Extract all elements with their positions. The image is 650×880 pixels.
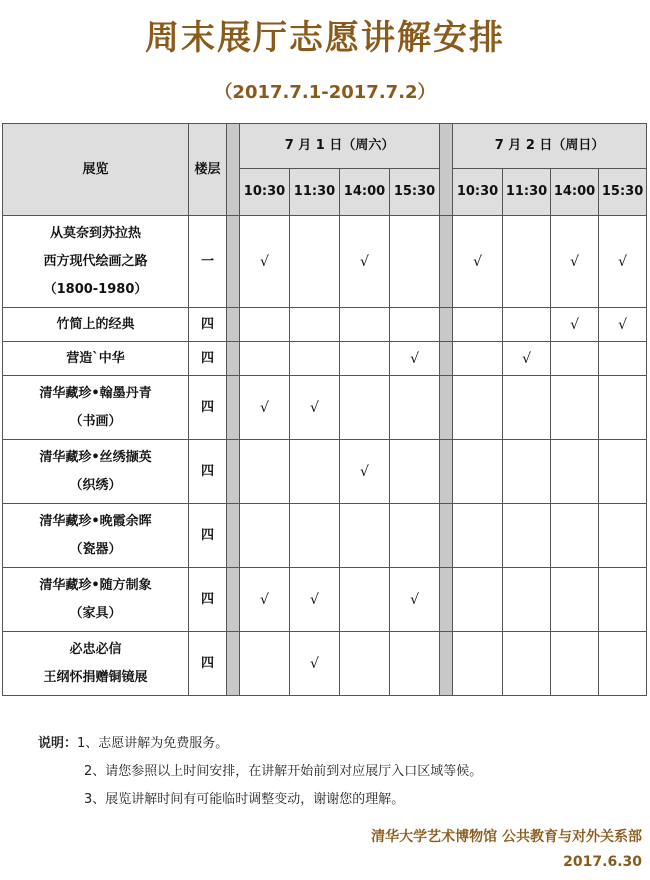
exhibit-name-line: 王纲怀捐赠铜镜展 <box>43 669 148 685</box>
issue-date: 2017.6.30 <box>563 854 642 870</box>
exhibit-name-line: （1800-1980） <box>43 281 148 297</box>
floor-cell: 四 <box>189 342 227 376</box>
note-item: 1、志愿讲解为免费服务。 <box>77 736 229 751</box>
empty-cell <box>390 308 440 342</box>
check-mark-cell: √ <box>599 216 647 308</box>
check-mark-cell: √ <box>551 216 599 308</box>
floor-cell: 四 <box>189 308 227 342</box>
exhibit-name-line: 必忠必信 <box>69 641 122 657</box>
exhibit-name-line: （瓷器） <box>69 541 122 557</box>
column-separator <box>227 216 240 308</box>
exhibit-name-cell <box>3 632 189 696</box>
column-separator <box>440 504 453 568</box>
empty-cell <box>599 440 647 504</box>
check-mark-cell: √ <box>290 632 340 696</box>
empty-cell <box>503 568 551 632</box>
floor-cell: 四 <box>189 504 227 568</box>
column-separator <box>227 342 240 376</box>
empty-cell <box>240 308 290 342</box>
floor-cell: 四 <box>189 568 227 632</box>
empty-cell <box>503 440 551 504</box>
empty-cell <box>503 632 551 696</box>
floor-cell: 四 <box>189 632 227 696</box>
check-mark-cell: √ <box>240 568 290 632</box>
empty-cell <box>290 440 340 504</box>
check-mark-cell: √ <box>453 216 503 308</box>
table-row <box>3 568 647 632</box>
empty-cell <box>453 308 503 342</box>
time-slot: 11:30 <box>503 169 551 216</box>
check-mark-cell: √ <box>240 376 290 440</box>
empty-cell <box>453 632 503 696</box>
table-row <box>3 376 647 440</box>
time-slot: 14:00 <box>551 169 599 216</box>
empty-cell <box>240 342 290 376</box>
check-mark-cell: √ <box>290 376 340 440</box>
exhibit-name-cell <box>3 216 189 308</box>
header-day2: 7 月 2 日（周日） <box>453 124 647 169</box>
table-row <box>3 440 647 504</box>
schedule-table <box>2 123 647 696</box>
empty-cell <box>340 376 390 440</box>
column-separator <box>440 216 453 308</box>
schedule-table-container <box>2 123 646 699</box>
exhibit-name-line: 西方现代绘画之路 <box>43 253 148 269</box>
empty-cell <box>340 568 390 632</box>
time-slot: 10:30 <box>453 169 503 216</box>
time-slot: 11:30 <box>290 169 340 216</box>
header-day1: 7 月 1 日（周六） <box>240 124 440 169</box>
exhibit-name-cell <box>3 308 189 342</box>
exhibit-name-line: （书画） <box>69 413 122 429</box>
empty-cell <box>340 308 390 342</box>
empty-cell <box>453 440 503 504</box>
notes-section <box>38 730 482 814</box>
column-separator <box>440 342 453 376</box>
empty-cell <box>240 440 290 504</box>
header-floor: 楼层 <box>189 124 227 216</box>
exhibit-name-cell <box>3 568 189 632</box>
empty-cell <box>551 376 599 440</box>
check-mark-cell: √ <box>340 440 390 504</box>
empty-cell <box>290 342 340 376</box>
organization-name: 清华大学艺术博物馆 公共教育与对外关系部 <box>371 829 642 845</box>
header-exhibit: 展览 <box>3 124 189 216</box>
date-range-subtitle: （2017.7.1-2017.7.2） <box>214 82 436 103</box>
empty-cell <box>240 632 290 696</box>
note-item: 2、请您参照以上时间安排，在讲解开始前到对应展厅入口区域等候。 <box>84 764 483 779</box>
column-separator <box>440 440 453 504</box>
note-line <box>38 730 482 758</box>
column-separator <box>227 632 240 696</box>
empty-cell <box>599 632 647 696</box>
empty-cell <box>599 568 647 632</box>
time-slot: 10:30 <box>240 169 290 216</box>
empty-cell <box>503 376 551 440</box>
empty-cell <box>453 342 503 376</box>
empty-cell <box>290 308 340 342</box>
check-mark-cell: √ <box>390 568 440 632</box>
check-mark-cell: √ <box>599 308 647 342</box>
exhibit-name-cell <box>3 504 189 568</box>
table-row <box>3 504 647 568</box>
empty-cell <box>240 504 290 568</box>
column-separator <box>227 440 240 504</box>
exhibit-name-line: 从莫奈到苏拉热 <box>49 225 141 241</box>
column-separator <box>440 376 453 440</box>
check-mark-cell: √ <box>340 216 390 308</box>
empty-cell <box>340 632 390 696</box>
column-separator <box>227 504 240 568</box>
exhibit-name-line: 清华藏珍•随方制象 <box>39 577 152 593</box>
exhibit-name-line: 竹简上的经典 <box>56 316 135 332</box>
table-row <box>3 342 647 376</box>
empty-cell <box>551 568 599 632</box>
column-separator <box>440 308 453 342</box>
empty-cell <box>551 440 599 504</box>
exhibit-name-line: （家具） <box>69 605 122 621</box>
check-mark-cell: √ <box>240 216 290 308</box>
column-separator <box>227 124 240 216</box>
table-row <box>3 308 647 342</box>
check-mark-cell: √ <box>503 342 551 376</box>
table-row <box>3 216 647 308</box>
column-separator <box>440 568 453 632</box>
empty-cell <box>340 504 390 568</box>
empty-cell <box>551 632 599 696</box>
exhibit-name-line: （织绣） <box>69 477 122 493</box>
exhibit-name-cell <box>3 440 189 504</box>
empty-cell <box>453 504 503 568</box>
note-line <box>38 786 482 814</box>
empty-cell <box>551 342 599 376</box>
check-mark-cell: √ <box>290 568 340 632</box>
empty-cell <box>290 216 340 308</box>
empty-cell <box>390 376 440 440</box>
page-title: 周末展厅志愿讲解安排 <box>145 18 505 58</box>
exhibit-name-line: 清华藏珍•丝绣撷英 <box>39 449 152 465</box>
column-separator <box>227 568 240 632</box>
exhibit-name-cell <box>3 342 189 376</box>
note-line <box>38 758 482 786</box>
floor-cell: 四 <box>189 440 227 504</box>
header-row-days <box>3 124 647 169</box>
exhibit-name-line: 清华藏珍•晚霞余晖 <box>39 513 152 529</box>
empty-cell <box>503 308 551 342</box>
table-row <box>3 632 647 696</box>
exhibit-name-line: 营造`中华 <box>66 350 125 366</box>
column-separator <box>227 308 240 342</box>
time-slot: 14:00 <box>340 169 390 216</box>
time-slot: 15:30 <box>599 169 647 216</box>
empty-cell <box>340 342 390 376</box>
empty-cell <box>453 568 503 632</box>
empty-cell <box>290 504 340 568</box>
empty-cell <box>599 342 647 376</box>
schedule-table-body <box>3 124 647 696</box>
empty-cell <box>390 504 440 568</box>
empty-cell <box>599 376 647 440</box>
floor-cell: 四 <box>189 376 227 440</box>
empty-cell <box>503 504 551 568</box>
empty-cell <box>503 216 551 308</box>
time-slot: 15:30 <box>390 169 440 216</box>
empty-cell <box>390 632 440 696</box>
column-separator <box>227 376 240 440</box>
check-mark-cell: √ <box>390 342 440 376</box>
empty-cell <box>599 504 647 568</box>
exhibit-name-line: 清华藏珍•翰墨丹青 <box>39 385 152 401</box>
empty-cell <box>551 504 599 568</box>
column-separator <box>440 632 453 696</box>
check-mark-cell: √ <box>551 308 599 342</box>
empty-cell <box>390 440 440 504</box>
exhibit-name-cell <box>3 376 189 440</box>
column-separator <box>440 124 453 216</box>
empty-cell <box>453 376 503 440</box>
notes-label: 说明： <box>38 736 78 751</box>
note-item: 3、展览讲解时间有可能临时调整变动，谢谢您的理解。 <box>84 792 405 807</box>
floor-cell: 一 <box>189 216 227 308</box>
empty-cell <box>390 216 440 308</box>
